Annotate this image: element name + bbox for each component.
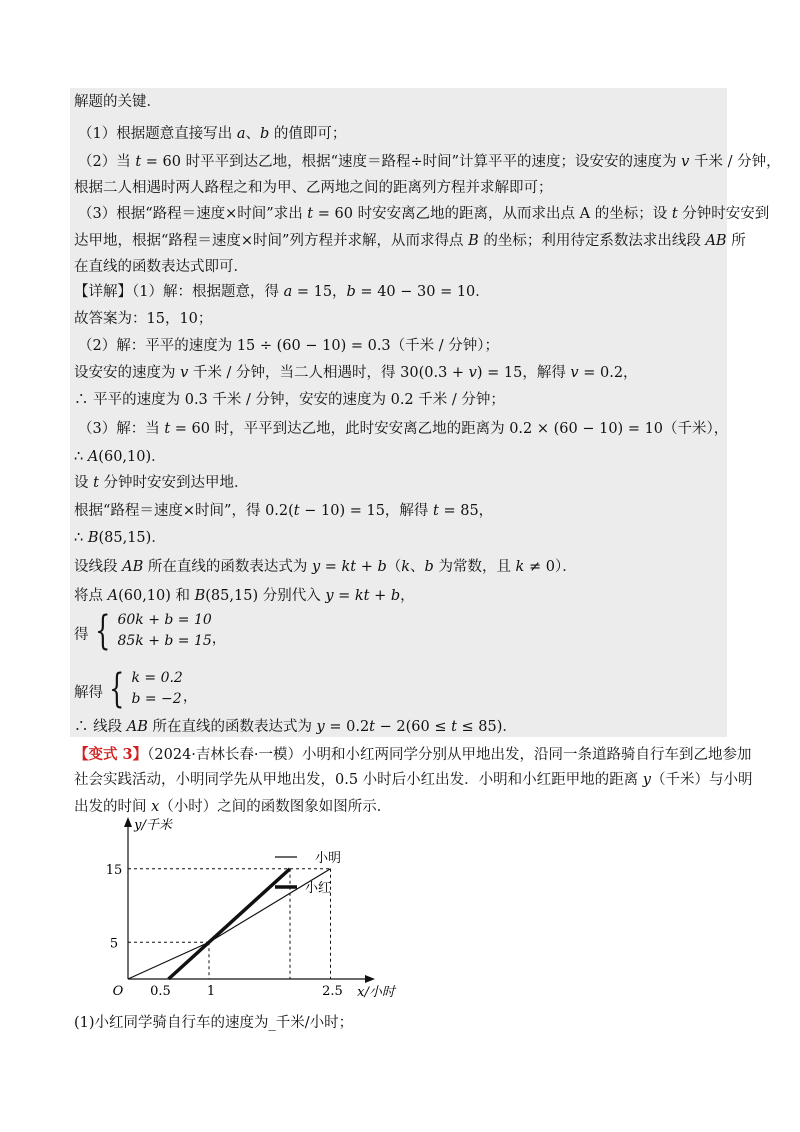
text-line: ∴ 𝐵(85,15)． <box>74 530 166 546</box>
text-line: 设安安的速度为 𝑣 千米 / 分钟，当二人相遇时，得 30(0.3 + 𝑣) = 15，解得 𝑣 = 0.2， <box>74 365 638 381</box>
text-line: 在直线的函数表达式即可． <box>74 259 248 275</box>
text-line: （2）解：平平的速度为 15 ÷ (60 − 10) = 0.3（千米 / 分钟）； <box>78 338 500 354</box>
equation-row: 𝑘 = 0.2 <box>131 670 183 686</box>
equation-row: 60𝑘 + 𝑏 = 10 <box>117 612 212 628</box>
equation-row: 𝑏 = −2 <box>131 691 182 707</box>
text-line: （1）根据题意直接写出 𝑎、𝑏 的值即可； <box>78 126 347 142</box>
text-line: 设 𝑡 分钟时安安到达甲地． <box>74 475 249 491</box>
variant-line-3: 出发的时间 𝑥（小时）之间的函数图象如图所示． <box>74 799 392 815</box>
x-tick-label: 1 <box>206 984 216 999</box>
variant-line-1 <box>74 745 752 765</box>
variant-tag: 【变式 3】 <box>74 746 148 763</box>
legend-label-xiaoming: 小明 <box>315 851 342 866</box>
equation-row: 85𝑘 + 𝑏 = 15 <box>117 633 212 649</box>
text-line: （3）根据“路程＝速度×时间”求出 𝑡 = 60 时安安离乙地的距离，从而求出点 A 的坐标；设 𝑡 分钟时安安到 <box>78 206 770 222</box>
text-line: （3）解：当 𝑡 = 60 时，平平到达乙地，此时安安离乙地的距离为 0.2 × (60 − 10) = 10（千米）， <box>78 421 729 437</box>
x-tick-label: 0.5 <box>150 984 171 999</box>
equation-system-2 <box>104 668 197 710</box>
text-line: ∴ 𝐴(60,10)． <box>74 449 166 465</box>
brace-icon: { <box>109 666 125 712</box>
brace-icon: { <box>95 608 111 654</box>
text-line: 解得 <box>74 685 103 701</box>
graph-svg <box>95 815 425 1010</box>
x-axis-label: x/小时 <box>357 985 395 1000</box>
text-line: 故答案为：15，10； <box>74 311 213 327</box>
text-line: 设线段 𝐴𝐵 所在直线的函数表达式为 𝑦 = 𝑘𝑡 + 𝑏（𝑘、𝑏 为常数，且 𝑘 ≠ 0）． <box>74 559 577 575</box>
x-tick-label: 2.5 <box>322 984 343 999</box>
text-line: 得 <box>74 627 89 643</box>
punctuation: ， <box>182 688 198 705</box>
text-line: 将点 𝐴(60,10) 和 𝐵(85,15) 分别代入 𝑦 = 𝑘𝑡 + 𝑏， <box>74 588 415 604</box>
y-tick-label: 5 <box>109 936 119 952</box>
series-line-xiaohong <box>169 869 291 979</box>
question-line: (1)小红同学骑自行车的速度为_千米/小时； <box>74 1015 354 1031</box>
text-line: 根据“路程＝速度×时间”，得 0.2(𝑡 − 10) = 15，解得 𝑡 = 85， <box>74 503 494 519</box>
y-axis-label: y/千米 <box>134 818 172 833</box>
variant-text: （2024·吉林长春·一模）小明和小红两同学分别从甲地出发，沿同一条道路骑自行车到乙地参加 <box>147 747 752 763</box>
legend-label-xiaohong: 小红 <box>305 881 332 896</box>
y-axis-arrow-icon <box>124 817 132 827</box>
text-line: 解题的关键． <box>74 94 161 110</box>
equation-system-1 <box>90 610 226 652</box>
text-line: （2）当 𝑡 = 60 时平平到达乙地，根据“速度＝路程÷时间”计算平平的速度；设安安的速度为 𝑣 千米 / 分钟， <box>78 154 781 170</box>
origin-label: O <box>112 984 124 999</box>
text-line: ∴ 平平的速度为 0.3 千米 / 分钟，安安的速度为 0.2 千米 / 分钟； <box>74 392 505 408</box>
text-line: 达甲地，根据“路程＝速度×时间”列方程并求解，从而求得点 𝐵 的坐标；利用待定系数法求出线段 𝐴𝐵 所 <box>74 233 746 249</box>
text-line: 根据二人相遇时两人路程之和为甲、乙两地之间的距离列方程并求解即可； <box>74 180 553 196</box>
y-tick-label: 15 <box>105 862 123 878</box>
text-line: ∴ 线段 𝐴𝐵 所在直线的函数表达式为 𝑦 = 0.2𝑡 − 2(60 ≤ 𝑡 ≤ 85)． <box>74 719 517 735</box>
variant-line-2: 社会实践活动，小明同学先从甲地出发，0.5 小时后小红出发．小明和小红距甲地的距离 𝑦（千米）与小明 <box>74 772 753 788</box>
x-axis-arrow-icon <box>365 975 375 983</box>
text-line: 【详解】（1）解：根据题意，得 𝑎 = 15，𝑏 = 40 − 30 = 10． <box>74 284 490 300</box>
punctuation: ， <box>211 630 227 647</box>
function-graph <box>95 815 425 1010</box>
